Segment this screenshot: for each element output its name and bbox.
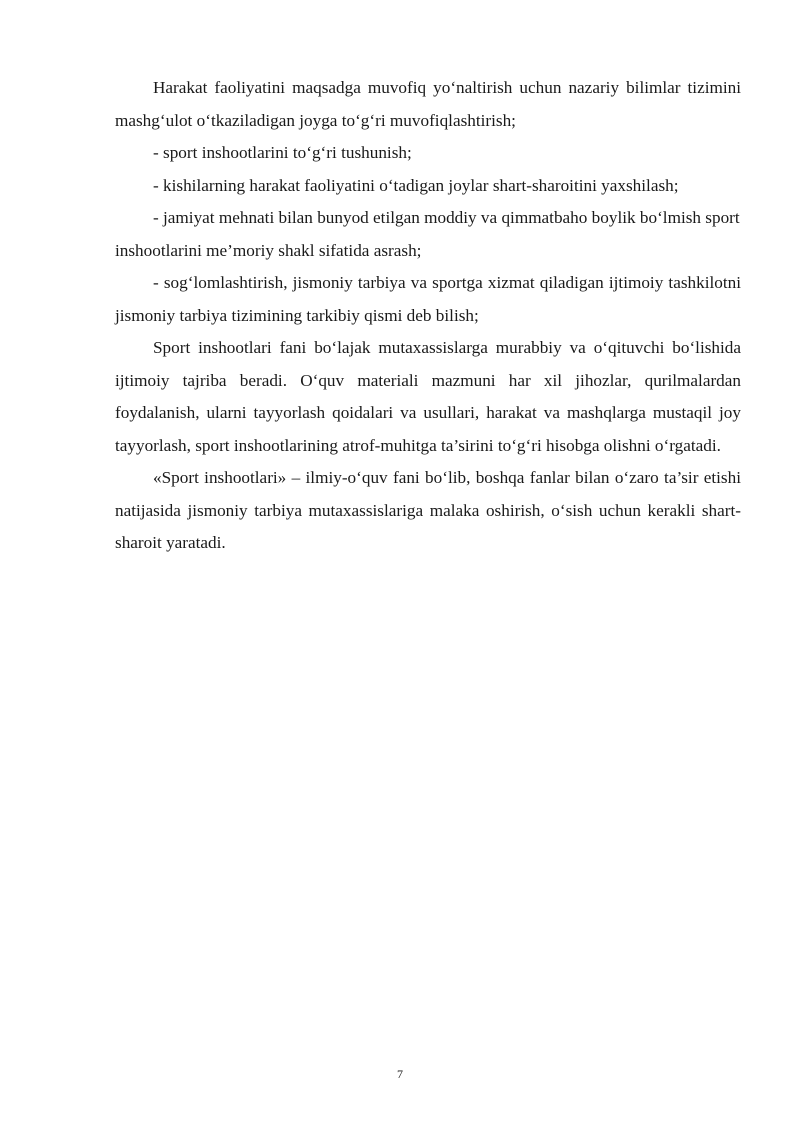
paragraph-course-experience: Sport inshootlari fani bo‘lajak mutaxassislarga murabbiy va o‘qituvchi bo‘lishida ijtimoiy tajriba beradi. O‘quv materiali mazmuni har xil jihozlar, qurilmalardan foydalanish, ularni tayyorlash qoidalari va usullari, harakat va mashqlarga mustaqil joy tayyorlash, sport inshootlarining atrof-muhitga ta’sirini to‘g‘ri hisobga olishni o‘rgatadi. — [115, 338, 741, 455]
list-item-preserving-architecture: - jamiyat mehnati bilan bunyod etilgan moddiy va qimmatbaho boylik bo‘lmish sport inshootlarini me’moriy shakl sifatida asrash; — [115, 208, 740, 260]
page-number: 7 — [397, 1067, 403, 1081]
list-item-understanding-facilities: - sport inshootlarini to‘g‘ri tushunish; — [153, 143, 412, 162]
paragraph-course-definition: «Sport inshootlari» – ilmiy-o‘quv fani bo‘lib, boshqa fanlar bilan o‘zaro ta’sir etishi natijasida jismoniy tarbiya mutaxassislariga malaka oshirish, o‘sish uchun kerakli shart-sharoit yaratadi. — [115, 468, 741, 552]
list-item-improving-conditions: - kishilarning harakat faoliyatini o‘tadigan joylar shart-sharoitini yaxshilash; — [153, 175, 679, 195]
paragraph-goal-coordination: Harakat faoliyatini maqsadga muvofiq yo‘naltirish uchun nazariy bilimlar tizimini mashg‘ulot o‘tkaziladigan joyga to‘g‘ri muvofiqlashtirish; — [115, 78, 741, 130]
list-item-social-organization: - sog‘lomlashtirish, jismoniy tarbiya va sportga xizmat qiladigan ijtimoiy tashkilotni jismoniy tarbiya tizimining tarkibiy qismi deb bilish; — [115, 273, 741, 325]
body-text — [115, 72, 741, 560]
